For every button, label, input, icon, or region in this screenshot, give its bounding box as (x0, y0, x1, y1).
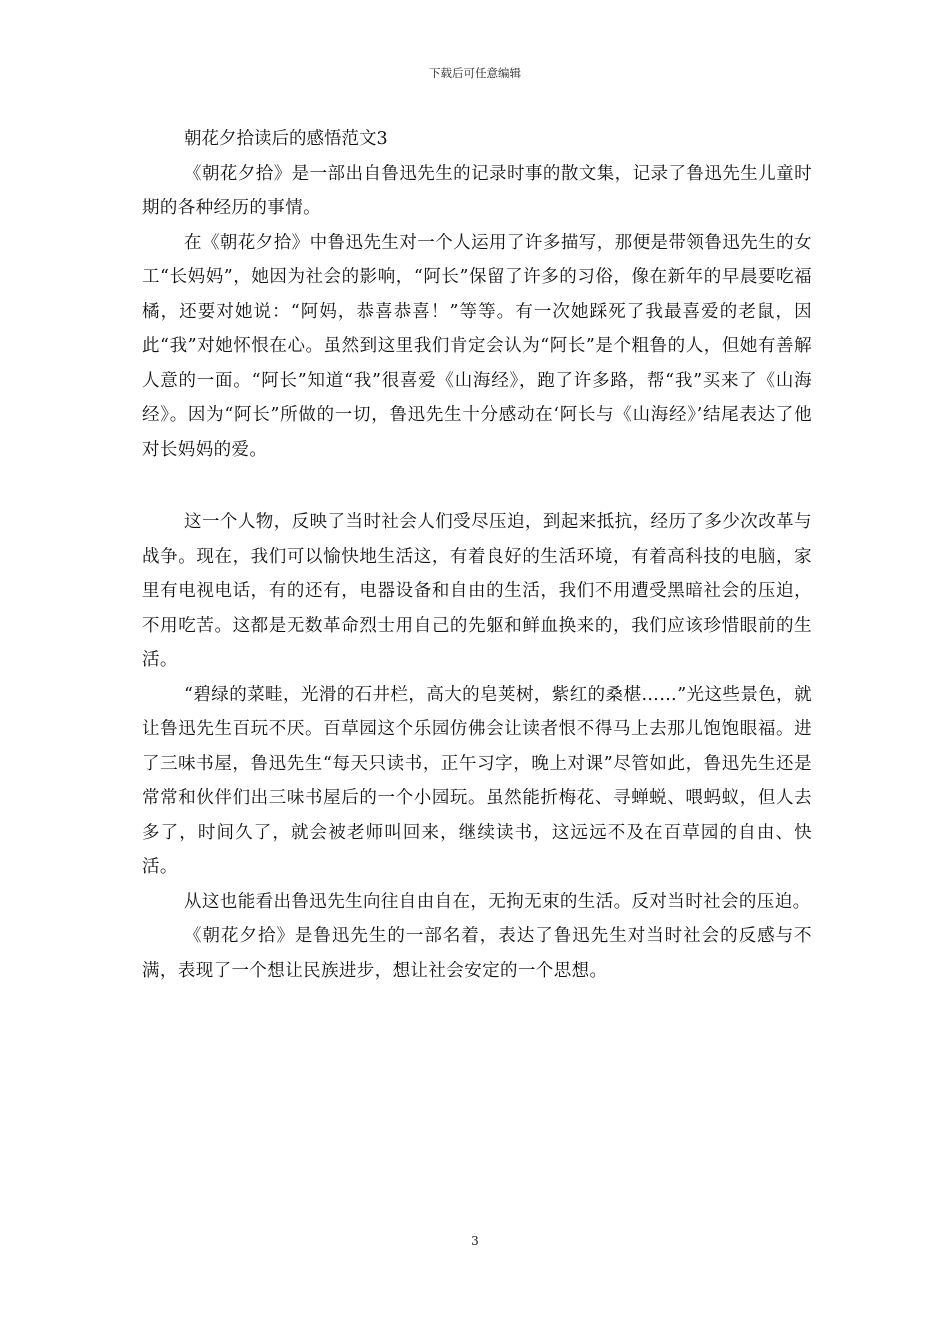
page-header: 下载后可任意编辑 (429, 66, 521, 80)
paragraph: 《朝花夕拾》是鲁迅先生的一部名着，表达了鲁迅先生对当时社会的反感与不满，表现了一个想让民族进步，想让社会安定的一个思想。 (142, 926, 812, 981)
paragraph: 《朝花夕拾》是一部出自鲁迅先生的记录时事的散文集，记录了鲁迅先生儿童时期的各种经历的事情。 (142, 163, 812, 218)
paragraph: “碧绿的菜畦，光滑的石井栏，高大的皂荚树，紫红的桑椹……”光这些景色，就让鲁迅先生百玩不厌。百草园这个乐园仿佛会让读者恨不得马上去那儿饱饱眼福。进了三味书屋，鲁迅先生“每天只读书，正午习字，晚上对课”尽管如此，鲁迅先生还是常常和伙伴们出三味书屋后的一个小园玩。虽然能折梅花、寻蝉蜕、喂蚂蚁，但人去多了，时间久了，就会被老师叫回来，继续读书，这远远不及在百草园的自由、快活。 (142, 684, 812, 877)
paragraph: 这一个人物，反映了当时社会人们受尽压迫，到起来抵抗，经历了多少次改革与战争。现在，我们可以愉快地生活这，有着良好的生活环境，有着高科技的电脑，家里有电视电话，有的还有，电器设备和自由的生活，我们不用遭受黑暗社会的压迫，不用吃苦。这都是无数革命烈士用自己的先躯和鲜血换来的，我们应该珍惜眼前的生活。 (142, 512, 812, 670)
page-number: 3 (471, 1234, 479, 1248)
paragraph: 从这也能看出鲁迅先生向往自由自在，无拘无束的生活。反对当时社会的压迫。 (184, 891, 811, 912)
document-title: 朝花夕拾读后的感悟范文3 (184, 129, 388, 149)
paragraph: 在《朝花夕拾》中鲁迅先生对一个人运用了许多描写，那便是带领鲁迅先生的女工“长妈妈”，她因为社会的影响，“阿长”保留了许多的习俗，像在新年的早晨要吃福橘，还要对她说：“阿妈，恭喜恭喜！”等等。有一次她踩死了我最喜爱的老鼠，因此“我”对她怀恨在心。虽然到这里我们肯定会认为“阿长”是个粗鲁的人，但她有善解人意的一面。“阿长”知道“我”很喜爱《山海经》，跑了许多路，帮“我”买来了《山海经》。因为“阿长”所做的一切，鲁迅先生十分感动在‘阿长与《山海经》’结尾表达了他对长妈妈的爱。 (142, 232, 812, 460)
document-body (142, 122, 812, 988)
